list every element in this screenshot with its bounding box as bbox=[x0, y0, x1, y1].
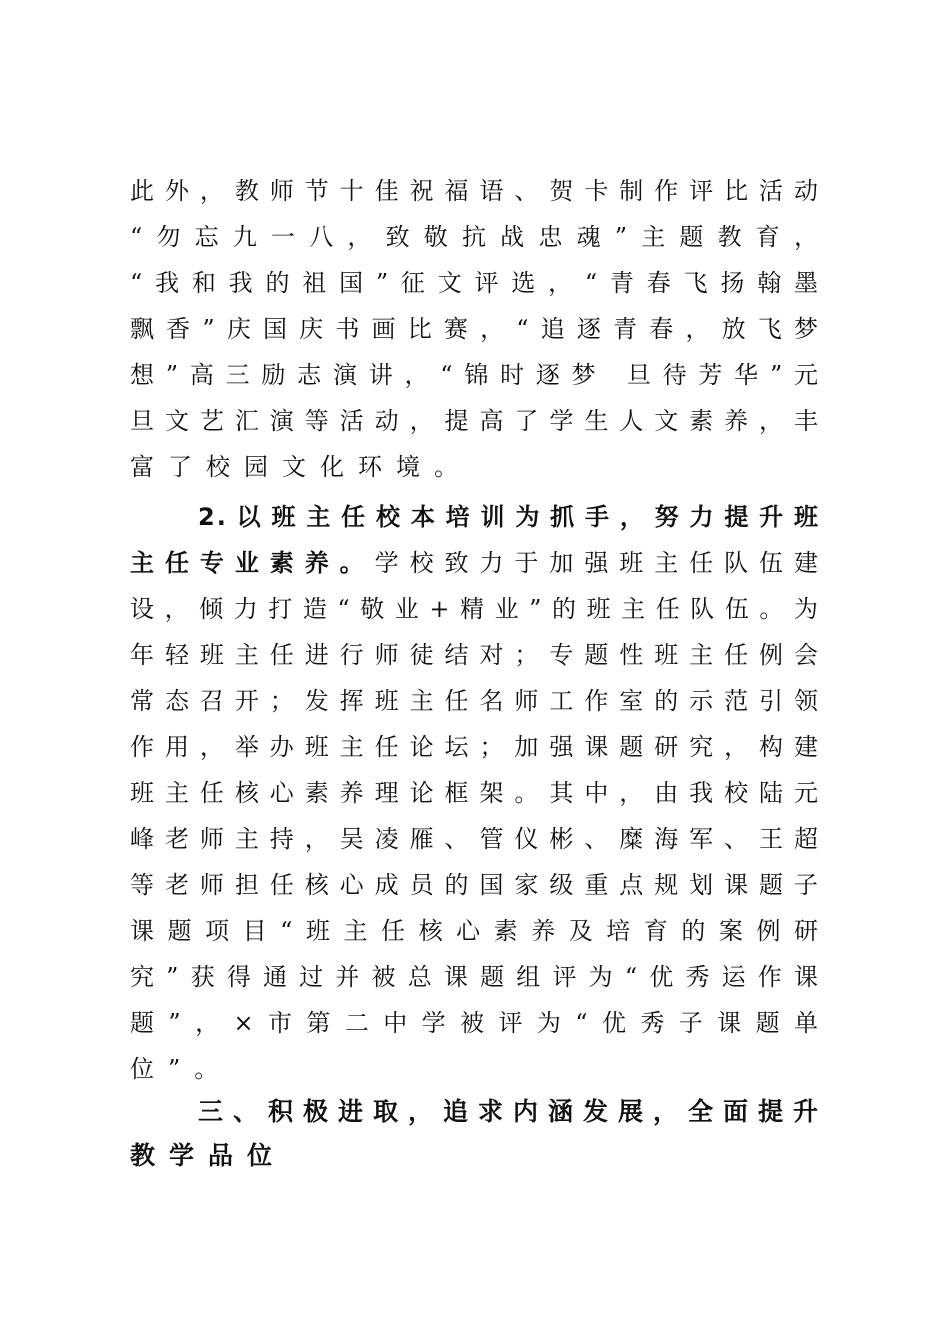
text-segment: 学校致力于加强班主任队伍建 bbox=[374, 549, 821, 577]
mixed-line bbox=[130, 540, 820, 586]
text-line: 想”高三励志演讲，“锦时逐梦 旦待芳华”元 bbox=[130, 361, 820, 389]
section-heading-3 bbox=[130, 1090, 820, 1178]
text-line: 飘香”庆国庆书画比赛，“追逐青春，放飞梦 bbox=[130, 315, 820, 343]
text-line: 常态召开；发挥班主任名师工作室的示范引领 bbox=[130, 687, 820, 715]
paragraph-class-teacher-training bbox=[130, 494, 820, 1092]
text-line: 富了校园文化环境。 bbox=[130, 453, 472, 481]
text-line: 等老师担任核心成员的国家级重点规划课题子 bbox=[130, 871, 820, 899]
text-line: 此外，教师节十佳祝福语、贺卡制作评比活动 bbox=[130, 177, 820, 205]
text-line: 究”获得通过并被总课题组评为“优秀运作课 bbox=[130, 963, 820, 991]
text-line: 位”。 bbox=[130, 1055, 233, 1083]
text-line: 峰老师主持，吴凌雁、管仪彬、糜海军、王超 bbox=[130, 825, 820, 853]
section-heading-line: 教学品位 bbox=[130, 1141, 287, 1170]
text-line: 课题项目“班主任核心素养及培育的案例研 bbox=[130, 917, 820, 945]
text-line: 年轻班主任进行师徒结对；专题性班主任例会 bbox=[130, 641, 820, 669]
subheading-tail: 主任专业素养。 bbox=[130, 549, 375, 577]
text-line: 班主任核心素养理论框架。其中，由我校陆元 bbox=[130, 779, 820, 807]
text-line: 题”，×市第二中学被评为“优秀子课题单 bbox=[130, 1009, 820, 1037]
subheading-line: 2.以班主任校本培训为抓手，努力提升班 bbox=[198, 503, 820, 531]
text-line: “我和我的祖国”征文评选，“青春飞扬翰墨 bbox=[130, 269, 820, 297]
text-line: 作用，举办班主任论坛；加强课题研究，构建 bbox=[130, 733, 820, 761]
section-heading-line: 三、积极进取，追求内涵发展，全面提升 bbox=[198, 1097, 820, 1126]
text-line: “勿忘九一八，致敬抗战忠魂”主题教育， bbox=[130, 223, 820, 251]
text-line: 旦文艺汇演等活动，提高了学生人文素养，丰 bbox=[130, 407, 820, 435]
paragraph-activities bbox=[130, 168, 820, 490]
text-line: 设，倾力打造“敬业+精业”的班主任队伍。为 bbox=[130, 595, 820, 623]
